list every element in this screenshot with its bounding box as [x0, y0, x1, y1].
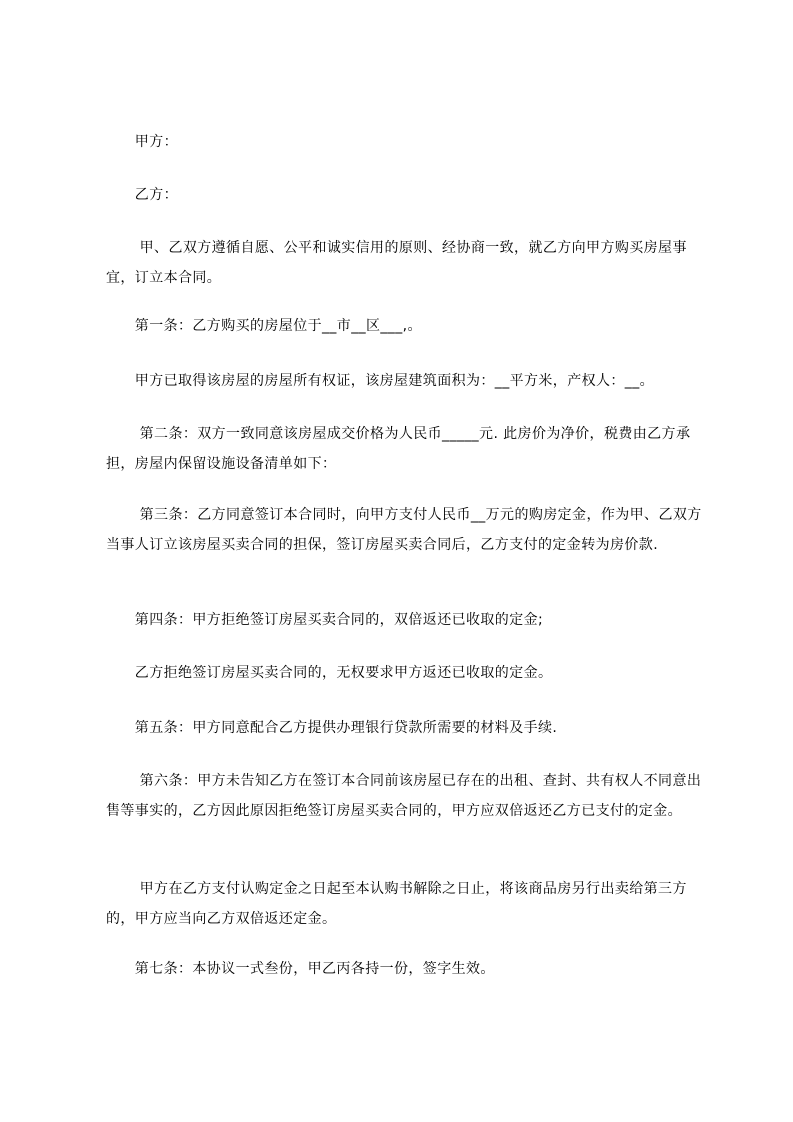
article-3-deposit: 第三条：乙方同意签订本合同时，向甲方支付人民币__万元的购房定金，作为甲、乙双方当事人订立该房屋买卖合同的担保，签订房屋买卖合同后，乙方支付的定金转为房价款.	[106, 507, 702, 553]
preamble-paragraph: 甲、乙双方遵循自愿、公平和诚实信用的原则、经协商一致，就乙方向甲方购买房屋事宜，订立本合同。	[106, 240, 687, 286]
party-b-line: 乙方：	[106, 187, 178, 203]
article-4-party-b: 乙方拒绝签订房屋买卖合同的，无权要求甲方返还已收取的定金。	[106, 665, 553, 681]
article-2-price: 第二条：双方一致同意该房屋成交价格为人民币_____元. 此房价为净价，税费由乙方承担，房屋内保留设施设备清单如下：	[106, 426, 691, 472]
article-5-loan: 第五条：甲方同意配合乙方提供办理银行贷款所需要的材料及手续.	[106, 720, 558, 736]
article-7-copies: 第七条：本协议一式叁份，甲乙丙各持一份，签字生效。	[106, 961, 495, 977]
party-a-line: 甲方：	[106, 134, 178, 150]
article-1-ownership: 甲方已取得该房屋的房屋所有权证，该房屋建筑面积为：__平方米，产权人：__。	[106, 373, 654, 389]
article-4-party-a: 第四条：甲方拒绝签订房屋买卖合同的，双倍返还已收取的定金;	[106, 612, 544, 628]
article-1-location: 第一条：乙方购买的房屋位于__市__区___,。	[106, 318, 422, 334]
article-6-disclosure: 第六条：甲方未告知乙方在签订本合同前该房屋已存在的出租、查封、共有权人不同意出售等事实的，乙方因此原因拒绝签订房屋买卖合同的，甲方应双倍返还乙方已支付的定金。	[106, 773, 702, 819]
article-6-resale: 甲方在乙方支付认购定金之日起至本认购书解除之日止，将该商品房另行出卖给第三方的，甲方应当向乙方双倍返还定金。	[106, 881, 687, 927]
